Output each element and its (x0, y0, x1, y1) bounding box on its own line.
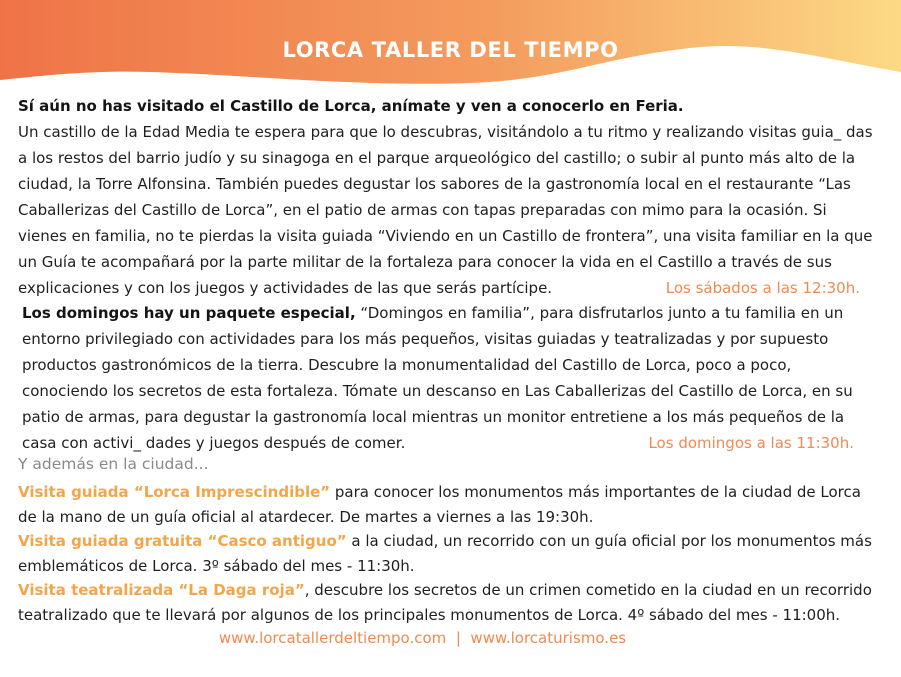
sunday-body (22, 300, 872, 456)
link-separator: | (446, 629, 471, 647)
visit-description: para conocer los monumentos más importantes de la ciudad de Lorca de la mano de un guía oficial al atardecer. De martes a viernes a las 19:30h. (18, 483, 861, 526)
header-banner (0, 0, 901, 95)
visit-description: , descubre los secretos de un crimen cometido en la ciudad en un recorrido teatralizado que te llevará por algunos de los principales monumentos de Lorca. 4º sábado del mes - 11:00h. (18, 581, 872, 624)
sunday-time: Los domingos a las 11:30h. (648, 434, 854, 452)
list-item (18, 529, 878, 578)
saturday-time: Los sábados a las 12:30h. (665, 279, 860, 297)
sunday-lead: Los domingos hay un paquete especial, (22, 304, 356, 322)
castle-description: Un castillo de la Edad Media te espera para que lo descubras, visitándolo a tu ritmo y realizando visitas guia_ das a los restos del barrio judío y su sinagoga en el parque arqueológico del castillo; o subir al punto más alto de la ciudad, la Torre Alfonsina. También puedes degustar los sabores de la gastronomía local en el restaurante “Las Caballerizas del Castillo de Lorca”, en el patio de armas con tapas preparadas con mimo para la ocasión. Si vienes en familia, no te pierdas la visita guiada “Viviendo en un Castillo de frontera”, una visita familiar en la que un Guía te acompañará por la parte militar de la fortaleza para conocer la vida en el Castillo a través de sus explicaciones y con los juegos y actividades de las que serás partícipe. (18, 123, 873, 297)
website-link-turismo[interactable]: www.lorcaturismo.es (470, 629, 627, 647)
sunday-section (22, 300, 872, 456)
sunday-description: “Domingos en familia”, para disfrutarlos junto a tu familia en un entorno privilegiado con actividades para los más pequeños, visitas guiadas y teatralizadas y por supuesto productos gastronómicos de la tierra. Descubre la monumentalidad del Castillo de Lorca, poco a poco, conociendo los secretos de esta fortaleza. Tómate un descanso en Las Caballerizas del Castillo de Lorca, en su patio de armas, para degustar la gastronomía local mientras un monitor entretiene a los más pequeños de la casa con activi_ dades y juegos después de comer. (22, 304, 853, 452)
castle-body (18, 119, 878, 301)
castle-section (18, 93, 878, 301)
visit-description: a la ciudad, un recorrido con un guía oficial por los monumentos más emblemáticos de Lorca. 3º sábado del mes - 11:30h. (18, 532, 872, 575)
page-title: LORCA TALLER DEL TIEMPO (282, 38, 619, 62)
website-link-taller[interactable]: www.lorcatallerdeltiempo.com (218, 629, 447, 647)
list-item (18, 480, 878, 529)
visit-name: Visita guiada gratuita “Casco antiguo” (18, 532, 347, 550)
city-visits-list (18, 480, 878, 627)
footer-links (0, 629, 845, 647)
list-item (18, 578, 878, 627)
visit-name: Visita teatralizada “La Daga roja” (18, 581, 305, 599)
extra-heading: Y además en la ciudad... (18, 455, 209, 473)
visit-name: Visita guiada “Lorca Imprescindible” (18, 483, 331, 501)
castle-lead: Sí aún no has visitado el Castillo de Lorca, anímate y ven a conocerlo en Feria. (18, 97, 684, 115)
